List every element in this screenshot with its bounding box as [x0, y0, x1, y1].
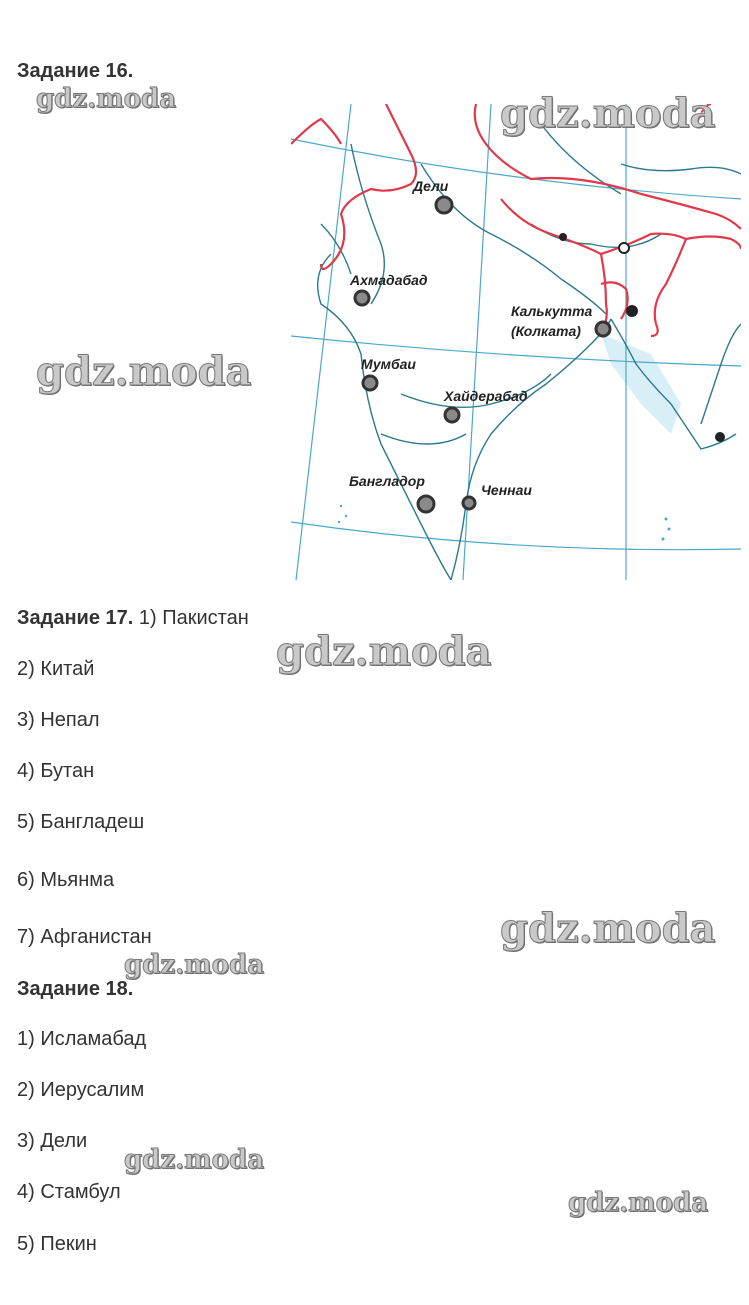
task16-heading: Задание 16.	[17, 60, 134, 82]
watermark: gdz.moda	[568, 1188, 709, 1218]
watermark: gdz.moda	[500, 90, 716, 137]
answer-line: 2) Китай	[17, 658, 95, 680]
answer-line: 3) Дели	[17, 1130, 88, 1152]
city-label: Калькутта	[511, 303, 593, 319]
task17-first-answer: 1) Пакистан	[138, 607, 249, 629]
city-label: Бангладор	[349, 473, 425, 489]
watermark: gdz.moda	[124, 950, 265, 980]
city-label: Мумбаи	[361, 356, 416, 372]
watermark: gdz.moda	[500, 905, 716, 952]
city-label: Дели	[413, 178, 449, 194]
answer-line: 5) Бангладеш	[17, 811, 145, 833]
watermark: gdz.moda	[124, 1145, 265, 1175]
answer-line: 3) Непал	[17, 709, 100, 731]
india-map	[291, 104, 741, 580]
answer-line: 1) Исламабад	[17, 1028, 147, 1050]
answer-line: 6) Мьянма	[17, 869, 115, 891]
answer-line: 4) Бутан	[17, 760, 95, 782]
city-label: Хайдерабад	[444, 388, 528, 404]
city-label: Ахмадабад	[350, 272, 428, 288]
watermark: gdz.moda	[36, 348, 252, 395]
watermark: gdz.moda	[36, 84, 177, 114]
answer-line: 2) Иерусалим	[17, 1079, 145, 1101]
task17-heading	[17, 607, 249, 630]
task17-title: Задание 17.	[17, 607, 134, 629]
city-label: (Колката)	[511, 323, 581, 339]
watermark: gdz.moda	[276, 628, 492, 675]
answer-line: 4) Стамбул	[17, 1181, 121, 1203]
answer-line: 5) Пекин	[17, 1233, 97, 1255]
task18-heading: Задание 18.	[17, 978, 134, 1000]
answer-line: 7) Афганистан	[17, 926, 152, 948]
city-label: Ченнаи	[481, 482, 532, 498]
